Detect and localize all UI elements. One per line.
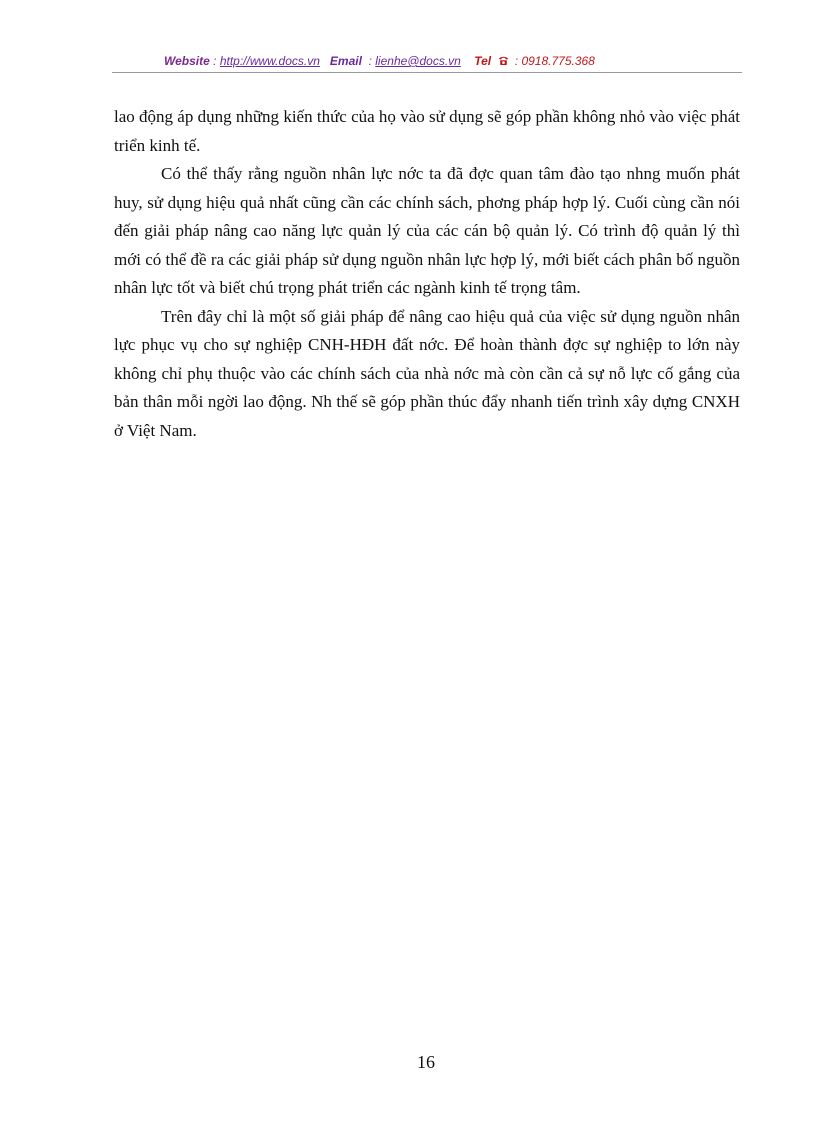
page-number: 16 (417, 1052, 435, 1072)
website-colon: : (213, 54, 217, 68)
header-contact-line (164, 52, 595, 71)
phone-number: : 0918.775.368 (514, 54, 595, 68)
email-label: Email (329, 54, 362, 68)
tel-label: Tel (474, 54, 492, 68)
website-label: Website (164, 54, 210, 68)
email-link[interactable]: lienhe@docs.vn (375, 54, 461, 68)
page-header (112, 50, 742, 73)
paragraph-human-resources: Có thể thấy rằng nguồn nhân lực nớc ta đã đợc quan tâm đào tạo nhng muốn phát huy, sử dụng hiệu quả nhất cũng cần các chính sách, phơng pháp hợp lý. Cuối cùng cần nói đến giải pháp nâng cao năng lực quản lý của các cán bộ quản lý. Có trình độ quản lý thì mới có thể đề ra các giải pháp sử dụng nguồn nhân lực hợp lý, mới biết cách phân bố nguồn nhân lực tốt và biết chú trọng phát triển các ngành kinh tế trọng tâm. (114, 164, 740, 297)
email-colon: : (368, 54, 372, 68)
paragraph-continuation: lao động áp dụng những kiến thức của họ vào sử dụng sẽ góp phần không nhỏ vào việc phát triển kinh tế. (114, 107, 740, 155)
paragraph-conclusion: Trên đây chỉ là một số giải pháp để nâng cao hiệu quả của việc sử dụng nguồn nhân lực phục vụ cho sự nghiệp CNH-HĐH đất nớc. Để hoàn thành đợc sự nghiệp to lớn này không chỉ phụ thuộc vào các chính sách của nhà nớc mà còn cần cả sự nỗ lực cố gắng của bản thân mỗi ngời lao động. Nh thế sẽ góp phần thúc đẩy nhanh tiến trình xây dựng CNXH ở Việt Nam. (114, 306, 740, 440)
body-text (114, 103, 740, 445)
telephone-icon (498, 53, 509, 71)
website-link[interactable]: http://www.docs.vn (219, 54, 320, 68)
